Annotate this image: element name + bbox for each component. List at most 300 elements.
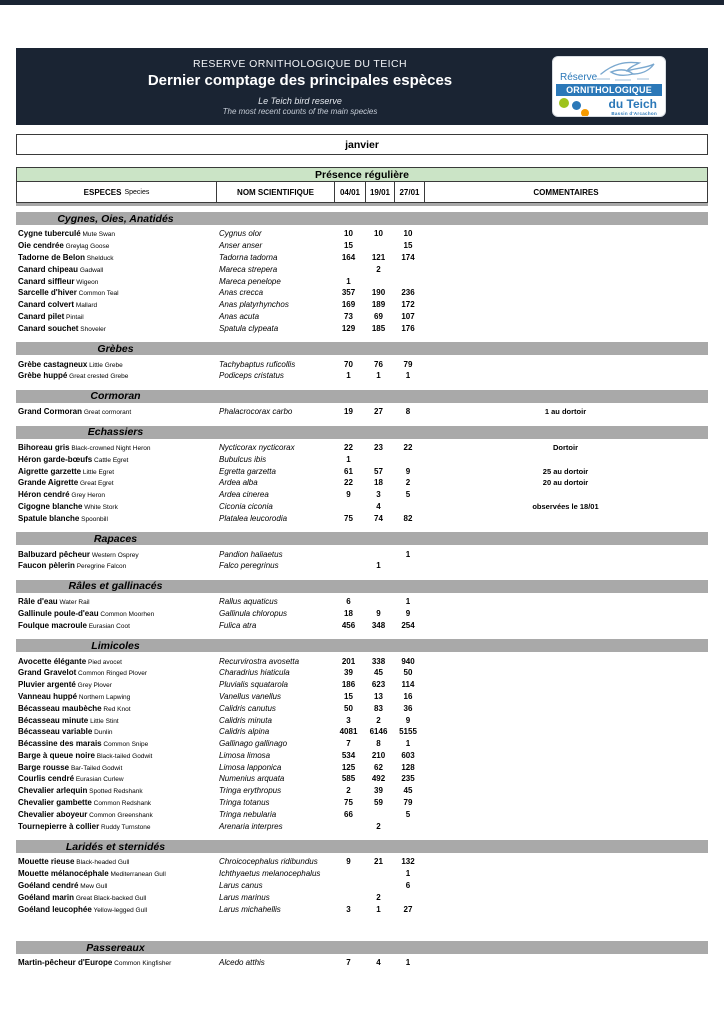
scientific-name: Tadorna tadorna [219,252,278,262]
species-row [16,299,708,311]
species-row [16,228,708,240]
species-name-en: Black-headed Gull [74,859,130,867]
section-header [16,342,708,355]
count-27-01: 9 [405,715,411,725]
col-date-1: 04/01 [334,182,365,202]
count-19-01: 10 [374,229,383,239]
species-name-fr: Cigogne blanche [18,501,83,511]
col-commentaires: COMMENTAIRES [424,182,707,202]
species-name-cell [16,810,215,819]
species-name-cell [16,253,215,262]
species-row [16,738,708,750]
species-name-fr: Courlis cendré [18,774,75,784]
species-name-fr: Canard pilet [18,311,65,321]
section-header [16,941,708,954]
species-row [16,903,708,915]
species-name-fr: Grande Aigrette [18,478,79,488]
top-border-bar [0,0,724,5]
count-04-01: 534 [341,750,356,760]
count-27-01: 10 [403,229,413,239]
count-27-01: 172 [401,300,415,310]
count-19-01: 1 [376,904,381,914]
scientific-name: Spatula clypeata [219,323,279,333]
species-name-fr: Bécasseau variable [18,727,93,737]
species-name-fr: Canard souchet [18,323,79,333]
species-name-cell [16,751,215,760]
species-name-en: Black-tailed Godwit [94,752,153,760]
species-row [16,957,708,969]
species-row [16,322,708,334]
count-19-01: 6146 [369,727,388,737]
species-name-cell [16,692,215,701]
comment-cell: 25 au dortoir [542,466,589,476]
species-name-fr: Spatule blanche [18,513,80,523]
count-27-01: 16 [403,691,413,701]
species-name-fr: Chevalier aboyeur [18,809,88,819]
species-name-cell [16,869,215,878]
subtitle-en-2: The most recent counts of the main species [222,106,378,116]
count-19-01: 623 [371,680,386,690]
count-04-01: 15 [344,691,353,701]
count-04-01: 7 [346,958,351,968]
count-19-01: 4 [376,958,381,968]
count-04-01: 6 [346,597,351,607]
count-19-01: 4 [376,501,381,511]
count-04-01: 73 [344,311,353,321]
species-name-fr: Faucon pèlerin [18,561,75,571]
count-19-01: 57 [374,466,383,476]
count-19-01: 2 [376,892,381,902]
species-section [16,390,708,418]
logo-green-dot [559,98,569,108]
count-19-01: 39 [374,786,383,796]
count-19-01: 21 [374,857,383,867]
species-name-cell [16,455,215,464]
species-name-cell [16,609,215,618]
species-row [16,691,708,703]
species-name-cell [16,905,215,914]
species-row [16,358,708,370]
species-name-fr: Gallinule poule-d'eau [18,608,99,618]
page-title: Dernier comptage des principales espèces [147,71,453,89]
masthead-text [16,48,584,125]
scientific-name: Calidris alpina [219,727,270,737]
species-name-fr: Goéland marin [18,892,75,902]
scientific-name: Mareca strepera [219,264,278,274]
section-title: Laridés et sternidés [65,840,166,853]
species-name-en: Cattle Egret [92,456,129,464]
species-name-cell [16,727,215,736]
scientific-name: Anas crecca [219,288,264,298]
count-04-01: 22 [344,478,353,488]
species-name-cell [16,241,215,250]
scientific-name: Tringa erythropus [219,786,282,796]
reserve-logo [552,56,666,117]
count-19-01: 492 [371,774,386,784]
count-04-01: 125 [341,762,356,772]
count-04-01: 75 [344,798,353,808]
count-27-01: 5155 [399,727,417,737]
count-04-01: 15 [344,241,353,251]
count-27-01: 6 [405,881,411,891]
species-name-cell [16,893,215,902]
section-title: Rapaces [93,532,138,545]
count-19-01: 13 [374,691,383,701]
species-name-fr: Bécassine des marais [18,739,102,749]
species-name-en: Wigeon [74,278,99,286]
species-row [16,608,708,620]
count-27-01: 5 [405,809,411,819]
count-04-01: 1 [346,371,351,381]
count-27-01: 132 [401,857,415,867]
bird-sketch-icon [591,58,663,85]
count-19-01: 8 [376,739,381,749]
scientific-name: Arenaria interpres [219,821,283,831]
month-label: janvier [345,138,379,151]
species-name-en: Black-crowned Night Heron [69,444,151,452]
scientific-name: Ardea cinerea [219,490,269,500]
count-04-01: 129 [341,323,356,333]
species-name-cell [16,881,215,890]
species-section [16,840,708,915]
section-title: Echassiers [87,426,144,439]
section-title: Limicoles [91,639,140,652]
species-row [16,714,708,726]
count-04-01: 1 [346,454,351,464]
species-name-cell [16,621,215,630]
species-name-fr: Avocette élégante [18,656,87,666]
month-box [16,134,708,155]
count-27-01: 940 [401,656,415,666]
species-row [16,252,708,264]
section-header [16,639,708,652]
count-27-01: 128 [401,762,415,772]
section-title: Râles et gallinacés [68,580,163,593]
count-04-01: 39 [344,668,353,678]
count-27-01: 79 [403,359,413,369]
species-name-en: Pied avocet [86,658,122,666]
species-name-fr: Grèbe huppé [18,371,68,381]
species-name-cell [16,312,215,321]
count-27-01: 1 [405,371,411,381]
species-row [16,275,708,287]
scientific-name: Mareca penelope [219,276,281,286]
species-row [16,287,708,299]
count-27-01: 27 [403,904,413,914]
count-04-01: 66 [344,809,353,819]
scientific-name: Rallus aquaticus [219,597,278,607]
section-title: Passereaux [86,941,145,954]
species-name-en: Mute Swan [80,231,116,239]
species-name-en: Yellow-legged Gull [91,906,148,914]
count-04-01: 2 [346,786,351,796]
col-especes-label: ESPECES [83,187,122,197]
count-27-01: 176 [401,323,415,333]
section-header [16,426,708,439]
species-name-en: Little Grebe [87,361,123,369]
species-name-fr: Grand Gravelot [18,668,77,678]
scientific-name: Bubulcus ibis [219,454,267,464]
species-name-fr: Cygne tuberculé [18,229,81,239]
species-name-fr: Héron garde-bœufs [18,454,93,464]
species-row [16,263,708,275]
species-row [16,489,708,501]
scientific-name: Tringa nebularia [219,809,277,819]
species-name-en: White Stork [82,503,118,511]
count-27-01: 8 [405,407,411,417]
count-27-01: 1 [405,739,411,749]
species-row [16,240,708,252]
count-27-01: 1 [405,869,411,879]
species-name-fr: Balbuzard pêcheur [18,549,91,559]
scientific-name: Ciconia ciconia [219,501,273,511]
scientific-name: Larus canus [219,881,263,891]
species-name-cell [16,680,215,689]
scientific-name: Egretta garzetta [219,466,276,476]
count-19-01: 9 [376,608,381,618]
logo-ornithologique-band: ORNITHOLOGIQUE [556,84,662,96]
species-name-en: Northern Lapwing [77,693,131,701]
species-row [16,667,708,679]
species-name-en: Common Snipe [101,741,149,749]
count-19-01: 76 [374,359,383,369]
species-row [16,465,708,477]
presence-band [17,168,707,182]
count-04-01: 357 [341,288,356,298]
species-name-en: Ruddy Turnstone [99,823,151,831]
species-name-en: Western Osprey [90,551,139,559]
count-19-01: 2 [376,715,381,725]
species-name-en: Pintail [64,313,84,321]
count-19-01: 23 [374,442,383,452]
col-date-3: 27/01 [394,182,424,202]
count-27-01: 9 [405,608,411,618]
species-name-en: Red Knot [101,705,131,713]
count-27-01: 15 [403,241,413,251]
count-19-01: 190 [371,288,386,298]
species-name-en: Eurasian Curlew [74,776,124,784]
section-header [16,390,708,403]
col-especes [17,182,216,202]
species-name-en: Mew Gull [78,883,108,891]
species-name-en: Eurasian Coot [86,622,130,630]
comment-cell: Dortoir [553,442,578,452]
scientific-name: Anas platyrhynchos [219,300,289,310]
species-section [16,639,708,832]
species-row [16,311,708,323]
scientific-name: Ichthyaetus melanocephalus [219,869,321,879]
section-header [16,840,708,853]
species-name-fr: Mouette rieuse [18,857,75,867]
species-name-en: Gadwall [78,266,104,274]
masthead [16,48,708,125]
comment-cell: 1 au dortoir [544,407,587,417]
species-name-en: Mediterranean Gull [108,871,166,879]
species-name-fr: Bécasseau maubèche [18,703,102,713]
count-27-01: 235 [401,774,415,784]
species-row [16,619,708,631]
scientific-name: Platalea leucorodia [219,513,288,523]
table-header [16,167,708,203]
species-name-en: Common Kingfisher [112,960,172,968]
count-19-01: 74 [374,513,383,523]
species-row [16,880,708,892]
scientific-name: Cygnus olor [219,229,262,239]
species-name-fr: Martin-pêcheur d'Europe [18,958,113,968]
logo-bassin-text: Bassin d'Arcachon [611,111,657,116]
species-name-cell [16,597,215,606]
species-name-fr: Barge rousse [18,762,70,772]
count-04-01: 585 [341,774,356,784]
count-04-01: 50 [344,703,353,713]
count-27-01: 1 [405,597,411,607]
species-row [16,560,708,572]
species-name-fr: Grèbe castagneux [18,359,88,369]
species-name-cell [16,360,215,369]
scientific-name: Calidris minuta [219,715,272,725]
species-row [16,820,708,832]
count-19-01: 189 [371,300,386,310]
scientific-name: Gallinago gallinago [219,739,288,749]
species-name-fr: Barge à queue noire [18,750,95,760]
species-row [16,442,708,454]
species-name-fr: Mouette mélanocéphale [18,869,109,879]
count-19-01: 338 [371,656,386,666]
species-name-fr: Grand Cormoran [18,407,83,417]
col-date-2: 19/01 [365,182,394,202]
species-name-en: Great cormorant [82,409,132,417]
species-row [16,512,708,524]
species-name-en: Bar-Tailed Godwit [69,764,123,772]
count-27-01: 5 [405,490,411,500]
species-name-fr: Foulque macroule [18,620,87,630]
species-name-cell [16,371,215,380]
scientific-name: Calidris canutus [219,703,276,713]
scientific-name: Numenius arquata [219,774,285,784]
species-name-cell [16,407,215,416]
logo-reserve-text: Réserve [560,72,598,83]
section-title: Cygnes, Oies, Anatidés [57,212,174,225]
count-04-01: 456 [341,620,356,630]
column-headers [17,182,707,202]
species-row [16,548,708,560]
species-name-en: Common Redshank [91,800,152,808]
section-header [16,532,708,545]
col-nom-scientifique: NOM SCIENTIFIQUE [216,182,334,202]
section-header [16,212,708,225]
count-19-01: 2 [376,264,381,274]
scientific-name: Nycticorax nycticorax [219,442,295,452]
count-04-01: 1 [346,276,351,286]
species-name-cell [16,704,215,713]
count-04-01: 4081 [339,727,358,737]
species-name-en: Dunlin [92,729,113,737]
species-name-fr: Oie cendrée [18,241,64,251]
logo-du-teich-text: du Teich [608,97,657,111]
count-04-01: 164 [341,252,356,262]
species-name-en: Little Stint [88,717,119,725]
scientific-name: Chroicocephalus ridibundus [219,857,318,867]
scientific-name: Phalacrocorax carbo [219,407,293,417]
species-name-cell [16,857,215,866]
species-name-cell [16,739,215,748]
species-name-cell [16,265,215,274]
count-19-01: 210 [371,750,386,760]
species-name-fr: Héron cendré [18,490,70,500]
species-name-fr: Râle d'eau [18,597,58,607]
species-name-cell [16,229,215,238]
species-name-fr: Bécasseau minute [18,715,89,725]
species-name-fr: Tournepierre à collier [18,821,100,831]
species-name-en: Spoonbill [79,515,108,523]
species-name-en: Common Ringed Plover [76,670,148,678]
species-name-cell [16,324,215,333]
count-19-01: 1 [376,371,381,381]
logo-orange-dot [581,109,589,117]
species-name-cell [16,478,215,487]
scientific-name: Limosa limosa [219,750,271,760]
species-name-fr: Sarcelle d'hiver [18,288,77,298]
comment-cell: 20 au dortoir [542,478,589,488]
species-row [16,477,708,489]
count-04-01: 61 [344,466,353,476]
species-section [16,532,708,572]
scientific-name: Tringa totanus [219,798,270,808]
count-04-01: 201 [341,656,356,666]
count-04-01: 19 [344,407,353,417]
count-27-01: 236 [401,288,415,298]
species-name-cell [16,443,215,452]
species-row [16,856,708,868]
count-27-01: 79 [403,798,413,808]
species-row [16,702,708,714]
scientific-name: Pluvialis squatarola [219,680,288,690]
species-name-fr: Chevalier arlequin [18,786,88,796]
count-04-01: 186 [341,680,356,690]
species-name-cell [16,822,215,831]
count-04-01: 75 [344,513,353,523]
species-row [16,679,708,691]
count-19-01: 59 [374,798,383,808]
count-19-01: 1 [376,561,381,571]
species-name-cell [16,277,215,286]
species-name-en: Water Rail [57,599,90,607]
species-row [16,406,708,418]
count-27-01: 9 [405,466,411,476]
species-name-cell [16,798,215,807]
species-name-en: Spotted Redshank [87,788,143,796]
species-row [16,891,708,903]
scientific-name: Larus michahellis [219,904,281,914]
species-row [16,773,708,785]
species-name-cell [16,467,215,476]
species-section [16,580,708,631]
species-row [16,655,708,667]
species-name-en: Grey Plover [75,682,112,690]
count-19-01: 45 [374,668,383,678]
count-19-01: 83 [374,703,383,713]
species-name-fr: Canard colvert [18,300,75,310]
species-name-fr: Goéland leucophée [18,904,92,914]
scientific-name: Pandion haliaetus [219,549,283,559]
species-name-en: Grey Heron [69,492,105,500]
scientific-name: Larus marinus [219,892,270,902]
species-name-cell [16,300,215,309]
presence-title: Présence régulière [315,168,409,181]
scientific-name: Fulica atra [219,620,257,630]
count-19-01: 185 [371,323,386,333]
count-19-01: 27 [374,407,383,417]
